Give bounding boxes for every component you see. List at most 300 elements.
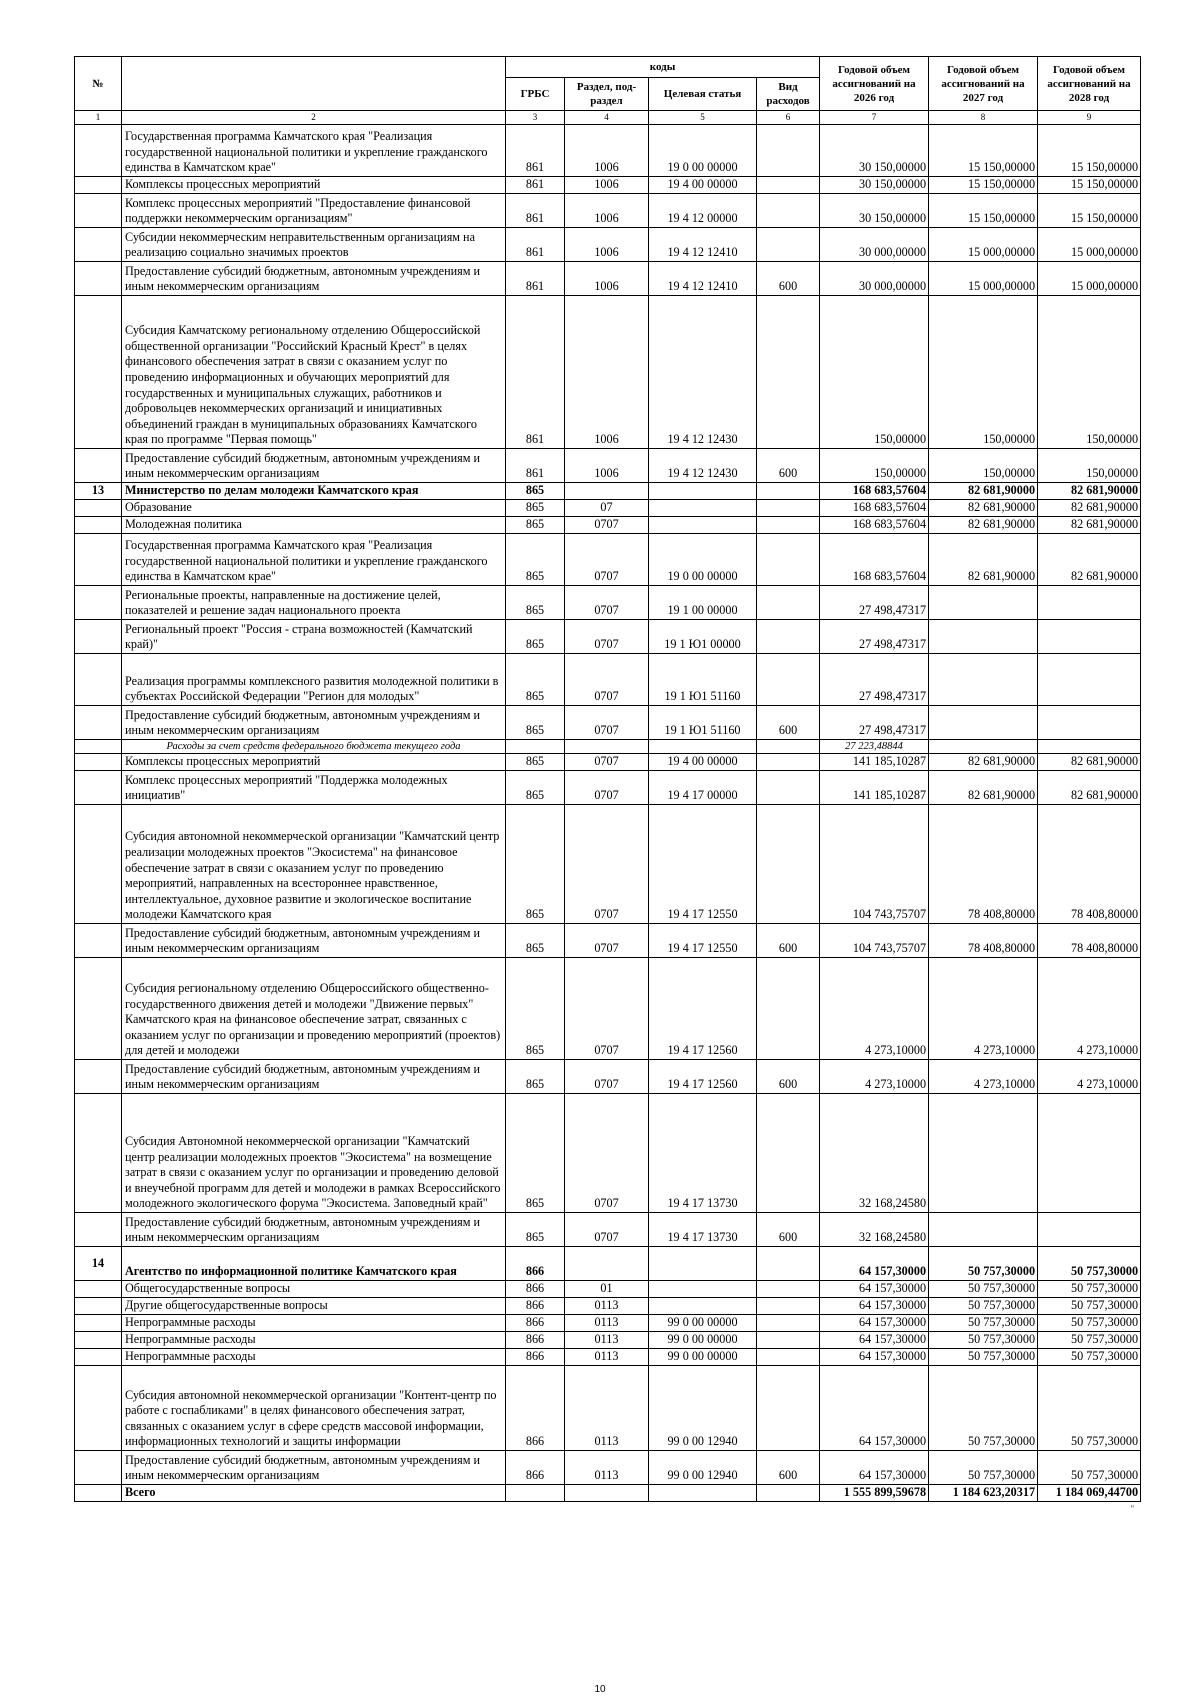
row-razdel: 1006 <box>565 449 649 483</box>
row-name: Реализация программы комплексного развития молодежной политики в субъектах Российской Федерации "Регион для молодых" <box>122 654 506 706</box>
row-razdel: 07 <box>565 500 649 517</box>
column-number-row <box>75 111 1141 125</box>
row-razdel <box>565 1485 649 1502</box>
table-row <box>75 1060 1141 1094</box>
row-amount-2026: 30 150,00000 <box>820 125 929 177</box>
row-grbs: 865 <box>506 754 565 771</box>
row-name: Непрограммные расходы <box>122 1332 506 1349</box>
table-row <box>75 1094 1141 1213</box>
row-grbs <box>506 740 565 754</box>
row-grbs: 865 <box>506 805 565 924</box>
row-amount-2028: 82 681,90000 <box>1038 754 1141 771</box>
row-razdel: 0707 <box>565 517 649 534</box>
table-row <box>75 1247 1141 1281</box>
row-name: Государственная программа Камчатского края "Реализация государственной национальной политики и укрепление гражданского единства в Камчатском крае" <box>122 534 506 586</box>
row-razdel: 0707 <box>565 654 649 706</box>
row-grbs: 866 <box>506 1451 565 1485</box>
row-amount-2027: 15 000,00000 <box>929 262 1038 296</box>
row-razdel: 1006 <box>565 125 649 177</box>
row-razdel: 1006 <box>565 296 649 449</box>
row-target-article: 19 1 00 00000 <box>649 586 757 620</box>
row-name: Предоставление субсидий бюджетным, автономным учреждениям и иным некоммерческим организациям <box>122 1213 506 1247</box>
colnum: 2 <box>122 111 506 125</box>
row-razdel: 1006 <box>565 228 649 262</box>
row-expense-type <box>757 805 820 924</box>
row-amount-2028: 78 408,80000 <box>1038 805 1141 924</box>
row-grbs: 866 <box>506 1366 565 1451</box>
row-grbs: 861 <box>506 449 565 483</box>
row-grbs: 865 <box>506 924 565 958</box>
row-target-article: 19 4 17 13730 <box>649 1094 757 1213</box>
table-row <box>75 958 1141 1060</box>
row-razdel: 0113 <box>565 1349 649 1366</box>
row-amount-2028: 4 273,10000 <box>1038 1060 1141 1094</box>
row-expense-type <box>757 586 820 620</box>
table-row <box>75 125 1141 177</box>
row-expense-type <box>757 1281 820 1298</box>
row-target-article <box>649 1247 757 1281</box>
row-expense-type <box>757 740 820 754</box>
row-amount-2026: 150,00000 <box>820 296 929 449</box>
row-name: Предоставление субсидий бюджетным, автономным учреждениям и иным некоммерческим организациям <box>122 449 506 483</box>
header-celevaya: Целевая статья <box>649 78 757 111</box>
row-razdel: 01 <box>565 1281 649 1298</box>
row-amount-2027: 50 757,30000 <box>929 1366 1038 1451</box>
row-name: Предоставление субсидий бюджетным, автономным учреждениям и иным некоммерческим организациям <box>122 706 506 740</box>
row-target-article: 19 4 17 12550 <box>649 924 757 958</box>
row-name: Субсидия Автономной некоммерческой организации "Камчатский центр реализации молодежных проектов "Экосистема" на возмещение затрат в связи с оказанием услуг по организации и проведению деловой и внеучебной программ для детей и молодежи в рамках Всероссийского молодежного экологического форума "Экосистема. Заповедный край" <box>122 1094 506 1213</box>
row-amount-2027 <box>929 1094 1038 1213</box>
row-number: 14 <box>75 1247 122 1281</box>
row-name: Региональные проекты, направленные на достижение целей, показателей и решение задач национального проекта <box>122 586 506 620</box>
closing-quote-mark: " <box>1130 1504 1134 1513</box>
table-row <box>75 534 1141 586</box>
row-amount-2027: 50 757,30000 <box>929 1349 1038 1366</box>
row-amount-2026: 64 157,30000 <box>820 1247 929 1281</box>
row-razdel: 0707 <box>565 924 649 958</box>
row-expense-type <box>757 296 820 449</box>
row-amount-2027: 15 150,00000 <box>929 194 1038 228</box>
row-target-article <box>649 517 757 534</box>
row-expense-type <box>757 620 820 654</box>
row-name: Непрограммные расходы <box>122 1315 506 1332</box>
row-grbs: 865 <box>506 1094 565 1213</box>
row-number <box>75 194 122 228</box>
row-target-article: 99 0 00 12940 <box>649 1366 757 1451</box>
row-target-article: 19 4 12 12430 <box>649 296 757 449</box>
row-number <box>75 296 122 449</box>
row-amount-2027: 150,00000 <box>929 449 1038 483</box>
row-target-article <box>649 500 757 517</box>
row-expense-type: 600 <box>757 1060 820 1094</box>
row-amount-2027: 50 757,30000 <box>929 1315 1038 1332</box>
row-grbs: 865 <box>506 1213 565 1247</box>
row-razdel: 0113 <box>565 1366 649 1451</box>
row-expense-type <box>757 1349 820 1366</box>
row-grbs: 865 <box>506 706 565 740</box>
row-name: Субсидия автономной некоммерческой организации "Камчатский центр реализации молодежных проектов "Экосистема" на финансовое обеспечение затрат в связи с оказанием услуг по проведению мероприятий, направленных на всестороннее нравственное, интеллектуальное, духовное развитие и экологическое воспитание молодежи Камчатского края <box>122 805 506 924</box>
row-amount-2027: 82 681,90000 <box>929 754 1038 771</box>
row-amount-2026: 64 157,30000 <box>820 1366 929 1451</box>
row-amount-2028: 15 150,00000 <box>1038 177 1141 194</box>
row-number <box>75 1281 122 1298</box>
row-target-article <box>649 740 757 754</box>
row-expense-type <box>757 958 820 1060</box>
table-row <box>75 924 1141 958</box>
table-row <box>75 500 1141 517</box>
row-amount-2028: 82 681,90000 <box>1038 534 1141 586</box>
row-razdel: 1006 <box>565 194 649 228</box>
row-target-article: 19 4 12 12410 <box>649 228 757 262</box>
row-target-article: 99 0 00 12940 <box>649 1451 757 1485</box>
row-name: Субсидия Камчатскому региональному отделению Общероссийской общественной организации "Российский Красный Крест" в целях финансового обеспечения затрат в связи с оказанием услуг по проведению информационных и обучающих мероприятий для государственных и муниципальных служащих, работников и добровольцев некоммерческих организаций и инициативных объединений граждан в муниципальных образованиях Камчатского края по программе "Первая помощь" <box>122 296 506 449</box>
row-amount-2026: 27 498,47317 <box>820 620 929 654</box>
row-amount-2028 <box>1038 1094 1141 1213</box>
row-number <box>75 449 122 483</box>
colnum: 3 <box>506 111 565 125</box>
row-razdel: 0707 <box>565 1213 649 1247</box>
row-number <box>75 177 122 194</box>
row-razdel: 1006 <box>565 177 649 194</box>
row-target-article <box>649 1485 757 1502</box>
header-vid: Вид расходов <box>757 78 820 111</box>
row-razdel: 0707 <box>565 534 649 586</box>
table-row <box>75 228 1141 262</box>
row-razdel: 0707 <box>565 805 649 924</box>
row-grbs: 861 <box>506 296 565 449</box>
row-number <box>75 228 122 262</box>
row-number <box>75 1332 122 1349</box>
table-row <box>75 654 1141 706</box>
row-number <box>75 1213 122 1247</box>
row-amount-2027 <box>929 586 1038 620</box>
row-amount-2028: 15 000,00000 <box>1038 228 1141 262</box>
row-amount-2026: 30 000,00000 <box>820 262 929 296</box>
table-row <box>75 177 1141 194</box>
row-name: Другие общегосударственные вопросы <box>122 1298 506 1315</box>
row-target-article: 19 4 17 00000 <box>649 771 757 805</box>
row-amount-2028: 50 757,30000 <box>1038 1451 1141 1485</box>
row-target-article: 19 0 00 00000 <box>649 125 757 177</box>
row-expense-type <box>757 1315 820 1332</box>
row-amount-2026: 27 498,47317 <box>820 706 929 740</box>
row-amount-2028: 50 757,30000 <box>1038 1281 1141 1298</box>
table-row <box>75 706 1141 740</box>
row-grbs: 866 <box>506 1349 565 1366</box>
row-amount-2026: 64 157,30000 <box>820 1298 929 1315</box>
row-amount-2028 <box>1038 654 1141 706</box>
table-row <box>75 449 1141 483</box>
row-amount-2027: 50 757,30000 <box>929 1298 1038 1315</box>
row-number: 13 <box>75 483 122 500</box>
row-amount-2027: 1 184 623,20317 <box>929 1485 1038 1502</box>
row-amount-2027 <box>929 706 1038 740</box>
row-name: Расходы за счет средств федерального бюджета текущего года <box>122 740 506 754</box>
row-target-article <box>649 483 757 500</box>
table-row <box>75 1332 1141 1349</box>
row-number <box>75 1451 122 1485</box>
row-expense-type <box>757 125 820 177</box>
row-name: Государственная программа Камчатского края "Реализация государственной национальной политики и укрепление гражданского единства в Камчатском крае" <box>122 125 506 177</box>
row-razdel: 0707 <box>565 706 649 740</box>
header-razdel: Раздел, под-раздел <box>565 78 649 111</box>
table-row <box>75 262 1141 296</box>
row-number <box>75 958 122 1060</box>
row-expense-type <box>757 500 820 517</box>
colnum: 7 <box>820 111 929 125</box>
row-expense-type <box>757 1094 820 1213</box>
row-expense-type <box>757 194 820 228</box>
row-name: Непрограммные расходы <box>122 1349 506 1366</box>
row-grbs <box>506 1485 565 1502</box>
row-target-article: 99 0 00 00000 <box>649 1332 757 1349</box>
row-razdel: 0707 <box>565 586 649 620</box>
row-razdel: 0707 <box>565 1060 649 1094</box>
row-grbs: 865 <box>506 958 565 1060</box>
row-amount-2028 <box>1038 586 1141 620</box>
row-name: Предоставление субсидий бюджетным, автономным учреждениям и иным некоммерческим организациям <box>122 1451 506 1485</box>
row-number <box>75 620 122 654</box>
table-row <box>75 1485 1141 1502</box>
row-name: Молодежная политика <box>122 517 506 534</box>
row-number <box>75 1298 122 1315</box>
row-amount-2027: 50 757,30000 <box>929 1332 1038 1349</box>
row-expense-type <box>757 1247 820 1281</box>
row-name: Комплексы процессных мероприятий <box>122 754 506 771</box>
row-amount-2026: 64 157,30000 <box>820 1451 929 1485</box>
row-amount-2026: 64 157,30000 <box>820 1332 929 1349</box>
row-grbs: 865 <box>506 500 565 517</box>
row-number <box>75 654 122 706</box>
row-name: Субсидии некоммерческим неправительственным организациям на реализацию социально значимых проектов <box>122 228 506 262</box>
header-grbs: ГРБС <box>506 78 565 111</box>
row-amount-2027: 78 408,80000 <box>929 924 1038 958</box>
row-amount-2028: 4 273,10000 <box>1038 958 1141 1060</box>
table-row <box>75 1315 1141 1332</box>
row-number <box>75 771 122 805</box>
row-grbs: 865 <box>506 483 565 500</box>
row-grbs: 861 <box>506 262 565 296</box>
row-grbs: 865 <box>506 534 565 586</box>
row-target-article: 19 1 Ю1 00000 <box>649 620 757 654</box>
row-expense-type <box>757 654 820 706</box>
row-grbs: 865 <box>506 654 565 706</box>
row-amount-2028 <box>1038 620 1141 654</box>
document-page <box>74 56 1140 1502</box>
row-number <box>75 1349 122 1366</box>
table-row <box>75 483 1141 500</box>
row-target-article: 19 0 00 00000 <box>649 534 757 586</box>
row-expense-type: 600 <box>757 706 820 740</box>
row-target-article: 19 4 12 12430 <box>649 449 757 483</box>
row-amount-2027: 15 150,00000 <box>929 177 1038 194</box>
row-name: Агентство по информационной политике Камчатского края <box>122 1247 506 1281</box>
colnum: 8 <box>929 111 1038 125</box>
row-razdel <box>565 483 649 500</box>
row-amount-2026: 27 498,47317 <box>820 654 929 706</box>
row-amount-2027: 15 150,00000 <box>929 125 1038 177</box>
row-razdel <box>565 1247 649 1281</box>
header-codes: коды <box>506 57 820 78</box>
row-amount-2026: 104 743,75707 <box>820 924 929 958</box>
header-2026: Годовой объем ассигнований на 2026 год <box>820 57 929 111</box>
row-amount-2028: 50 757,30000 <box>1038 1349 1141 1366</box>
row-target-article: 19 4 17 12550 <box>649 805 757 924</box>
row-amount-2028 <box>1038 1213 1141 1247</box>
row-number <box>75 262 122 296</box>
row-number <box>75 706 122 740</box>
table-row <box>75 1349 1141 1366</box>
row-name: Всего <box>122 1485 506 1502</box>
table-row <box>75 805 1141 924</box>
row-razdel: 1006 <box>565 262 649 296</box>
table-row <box>75 620 1141 654</box>
table-row <box>75 1366 1141 1451</box>
row-amount-2028: 82 681,90000 <box>1038 771 1141 805</box>
row-number <box>75 1366 122 1451</box>
row-expense-type <box>757 771 820 805</box>
budget-table <box>74 56 1141 1502</box>
row-amount-2026: 168 683,57604 <box>820 500 929 517</box>
row-target-article: 19 4 17 12560 <box>649 958 757 1060</box>
row-amount-2027: 78 408,80000 <box>929 805 1038 924</box>
row-amount-2026: 30 150,00000 <box>820 177 929 194</box>
row-razdel: 0707 <box>565 1094 649 1213</box>
row-razdel: 0113 <box>565 1315 649 1332</box>
page-number: 10 <box>594 1684 606 1695</box>
colnum: 9 <box>1038 111 1141 125</box>
row-amount-2026: 1 555 899,59678 <box>820 1485 929 1502</box>
row-amount-2026: 32 168,24580 <box>820 1094 929 1213</box>
row-amount-2026: 168 683,57604 <box>820 483 929 500</box>
row-target-article <box>649 1281 757 1298</box>
row-expense-type <box>757 754 820 771</box>
row-amount-2027: 15 000,00000 <box>929 228 1038 262</box>
table-row <box>75 1298 1141 1315</box>
row-amount-2027 <box>929 654 1038 706</box>
row-grbs: 861 <box>506 194 565 228</box>
row-amount-2027 <box>929 620 1038 654</box>
row-number <box>75 534 122 586</box>
row-amount-2026: 27 498,47317 <box>820 586 929 620</box>
row-amount-2028: 82 681,90000 <box>1038 483 1141 500</box>
row-grbs: 861 <box>506 125 565 177</box>
row-amount-2028: 50 757,30000 <box>1038 1332 1141 1349</box>
row-target-article: 19 4 00 00000 <box>649 177 757 194</box>
row-number <box>75 805 122 924</box>
row-number <box>75 924 122 958</box>
row-number <box>75 1094 122 1213</box>
row-amount-2028: 82 681,90000 <box>1038 517 1141 534</box>
row-name: Министерство по делам молодежи Камчатского края <box>122 483 506 500</box>
row-amount-2028: 1 184 069,44700 <box>1038 1485 1141 1502</box>
row-name: Предоставление субсидий бюджетным, автономным учреждениям и иным некоммерческим организациям <box>122 1060 506 1094</box>
row-razdel: 0113 <box>565 1332 649 1349</box>
row-razdel: 0707 <box>565 754 649 771</box>
row-amount-2028: 50 757,30000 <box>1038 1247 1141 1281</box>
row-amount-2026: 64 157,30000 <box>820 1281 929 1298</box>
row-name: Субсидия региональному отделению Общероссийского общественно-государственного движения детей и молодежи "Движение первых" Камчатского края на финансовое обеспечение затрат, связанных с оказанием услуг по организации и проведению мероприятий (проектов) для детей и молодежи <box>122 958 506 1060</box>
header-2027: Годовой объем ассигнований на 2027 год <box>929 57 1038 111</box>
row-name: Образование <box>122 500 506 517</box>
row-target-article: 19 4 12 00000 <box>649 194 757 228</box>
row-number <box>75 740 122 754</box>
row-razdel: 0113 <box>565 1451 649 1485</box>
table-row <box>75 740 1141 754</box>
row-target-article <box>649 1298 757 1315</box>
colnum: 1 <box>75 111 122 125</box>
row-razdel: 0707 <box>565 771 649 805</box>
row-target-article: 19 4 00 00000 <box>649 754 757 771</box>
table-row <box>75 296 1141 449</box>
row-amount-2026: 150,00000 <box>820 449 929 483</box>
colnum: 4 <box>565 111 649 125</box>
row-name: Общегосударственные вопросы <box>122 1281 506 1298</box>
row-number <box>75 1060 122 1094</box>
row-amount-2028: 15 000,00000 <box>1038 262 1141 296</box>
row-amount-2026: 30 000,00000 <box>820 228 929 262</box>
row-grbs: 865 <box>506 620 565 654</box>
row-grbs: 866 <box>506 1332 565 1349</box>
row-grbs: 866 <box>506 1298 565 1315</box>
table-row <box>75 1451 1141 1485</box>
row-name: Предоставление субсидий бюджетным, автономным учреждениям и иным некоммерческим организациям <box>122 262 506 296</box>
row-amount-2026: 32 168,24580 <box>820 1213 929 1247</box>
row-amount-2026: 30 150,00000 <box>820 194 929 228</box>
row-amount-2026: 168 683,57604 <box>820 517 929 534</box>
row-amount-2028: 150,00000 <box>1038 449 1141 483</box>
row-amount-2027: 82 681,90000 <box>929 771 1038 805</box>
row-amount-2028 <box>1038 740 1141 754</box>
row-amount-2027: 82 681,90000 <box>929 483 1038 500</box>
row-grbs: 866 <box>506 1281 565 1298</box>
row-amount-2028: 50 757,30000 <box>1038 1298 1141 1315</box>
row-amount-2028: 15 150,00000 <box>1038 125 1141 177</box>
row-amount-2028: 78 408,80000 <box>1038 924 1141 958</box>
row-name: Комплекс процессных мероприятий "Предоставление финансовой поддержки некоммерческим организациям" <box>122 194 506 228</box>
row-amount-2028: 15 150,00000 <box>1038 194 1141 228</box>
row-expense-type <box>757 228 820 262</box>
row-number <box>75 1485 122 1502</box>
row-target-article: 19 1 Ю1 51160 <box>649 654 757 706</box>
table-row <box>75 517 1141 534</box>
row-target-article: 99 0 00 00000 <box>649 1349 757 1366</box>
row-grbs: 865 <box>506 1060 565 1094</box>
header-2028: Годовой объем ассигнований на 2028 год <box>1038 57 1141 111</box>
table-row <box>75 194 1141 228</box>
row-name: Комплекс процессных мероприятий "Поддержка молодежных инициатив" <box>122 771 506 805</box>
row-amount-2026: 141 185,10287 <box>820 771 929 805</box>
row-amount-2026: 4 273,10000 <box>820 958 929 1060</box>
row-expense-type: 600 <box>757 449 820 483</box>
row-number <box>75 125 122 177</box>
table-row <box>75 1213 1141 1247</box>
row-amount-2027 <box>929 740 1038 754</box>
row-name: Региональный проект "Россия - страна возможностей (Камчатский край)" <box>122 620 506 654</box>
table-row <box>75 586 1141 620</box>
row-amount-2027: 50 757,30000 <box>929 1281 1038 1298</box>
row-grbs: 861 <box>506 177 565 194</box>
row-razdel <box>565 740 649 754</box>
row-amount-2026: 27 223,48844 <box>820 740 929 754</box>
row-razdel: 0707 <box>565 958 649 1060</box>
row-number <box>75 586 122 620</box>
row-expense-type: 600 <box>757 262 820 296</box>
row-grbs: 866 <box>506 1247 565 1281</box>
row-amount-2026: 104 743,75707 <box>820 805 929 924</box>
row-amount-2028: 50 757,30000 <box>1038 1315 1141 1332</box>
row-name: Предоставление субсидий бюджетным, автономным учреждениям и иным некоммерческим организациям <box>122 924 506 958</box>
